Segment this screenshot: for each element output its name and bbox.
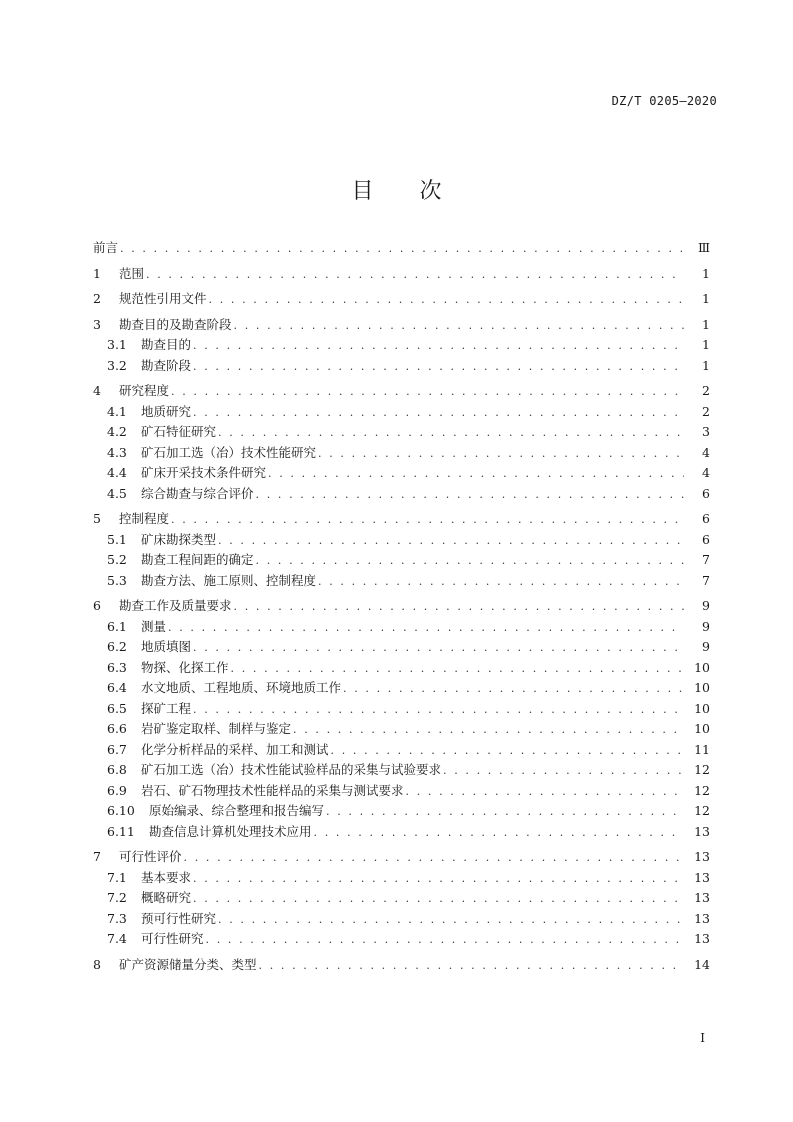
dot-leader <box>146 265 684 286</box>
toc-entry-page: 12 <box>694 803 710 818</box>
toc-entry-label: 矿床开采技术条件研究 <box>141 465 267 480</box>
toc-entry-number: 4 <box>93 383 101 398</box>
toc-entry-page: 10 <box>694 700 710 716</box>
toc-entry-label: 范围 <box>119 265 145 281</box>
dot-leader <box>171 382 684 403</box>
dot-leader <box>234 316 684 337</box>
toc-entry-number: 6.7 <box>107 741 127 757</box>
toc-entry-label: 前言 <box>93 240 119 255</box>
dot-leader <box>193 889 684 910</box>
dot-leader <box>406 782 684 803</box>
dot-leader <box>209 290 684 311</box>
toc-entry-label: 矿石加工选（冶）技术性能试验样品的采集与试验要求 <box>141 762 442 777</box>
toc-entry-page: 7 <box>702 572 710 588</box>
toc-entry-number: 6.11 <box>107 823 135 839</box>
toc-entry-number: 6.2 <box>107 639 127 654</box>
toc-entry-number: 3.1 <box>107 337 127 352</box>
toc-entry-page: 9 <box>702 618 710 634</box>
toc-entry-label: 预可行性研究 <box>141 910 217 926</box>
toc-entry-page: 3 <box>702 424 710 439</box>
toc-entry-page: 6 <box>702 531 710 547</box>
dot-leader <box>184 848 684 869</box>
toc-entry-number: 5.2 <box>107 552 127 567</box>
dot-leader <box>443 761 684 782</box>
toc-entry[interactable] <box>93 596 710 617</box>
dot-leader <box>231 659 684 680</box>
toc-entry-page: 4 <box>702 465 710 480</box>
toc-entry[interactable] <box>93 238 710 259</box>
toc-entry-number: 3.2 <box>107 357 127 373</box>
toc-entry-label: 岩矿鉴定取样、制样与鉴定 <box>141 721 292 736</box>
toc-entry[interactable] <box>93 264 710 285</box>
toc-entry-label: 探矿工程 <box>141 700 192 716</box>
page-number: I <box>700 1031 705 1045</box>
toc-entry-number: 8 <box>93 956 101 972</box>
toc-entry[interactable] <box>93 509 710 530</box>
toc-entry-label: 综合勘查与综合评价 <box>141 485 254 501</box>
dot-leader <box>168 618 684 639</box>
toc-entry-page: 6 <box>702 511 710 526</box>
toc-entry-page: 13 <box>694 849 710 864</box>
toc-entry-page: 10 <box>694 659 710 675</box>
toc-entry-number: 6.6 <box>107 721 127 736</box>
toc-entry-label: 水文地质、工程地质、环境地质工作 <box>141 680 342 695</box>
toc-entry-page: 2 <box>702 383 710 398</box>
dot-leader <box>206 930 684 951</box>
toc-entry-page: 14 <box>694 956 710 972</box>
toc-entry[interactable] <box>93 422 710 443</box>
toc-entry-label: 基本要求 <box>141 869 192 885</box>
toc-entry[interactable] <box>93 822 710 843</box>
toc-entry-page: 9 <box>702 598 710 613</box>
dot-leader <box>193 638 684 659</box>
toc-entry-label: 勘查方法、施工原则、控制程度 <box>141 572 317 588</box>
toc-entry-page: 12 <box>694 782 710 798</box>
toc-entry-number: 7.2 <box>107 890 127 905</box>
toc-entry-label: 地质研究 <box>141 403 192 419</box>
toc-entry-number: 6.4 <box>107 680 127 695</box>
dot-leader <box>268 464 684 485</box>
toc-entry-page: 1 <box>702 265 710 281</box>
toc-entry-number: 7.4 <box>107 931 127 946</box>
dot-leader <box>171 510 684 531</box>
toc-entry[interactable] <box>93 617 710 638</box>
toc-entry-label: 概略研究 <box>141 890 192 905</box>
toc-entry-page: 9 <box>702 639 710 654</box>
toc-entry-label: 地质填图 <box>141 639 192 654</box>
toc-entry[interactable] <box>93 781 710 802</box>
document-code: DZ/T 0205—2020 <box>611 94 717 108</box>
toc-entry-page: 12 <box>694 762 710 777</box>
toc-entry[interactable] <box>93 356 710 377</box>
toc-entry-page: 1 <box>702 357 710 373</box>
toc-entry[interactable] <box>93 381 710 402</box>
toc-entry-label: 可行性研究 <box>141 931 204 946</box>
toc-entry-label: 勘查工作及质量要求 <box>119 598 232 613</box>
dot-leader <box>293 720 684 741</box>
toc-entry-label: 原始编录、综合整理和报告编写 <box>149 803 325 818</box>
toc-entry[interactable] <box>93 678 710 699</box>
toc-entry-number: 4.3 <box>107 444 127 460</box>
toc-entry-page: 13 <box>694 823 710 839</box>
toc-entry-number: 6 <box>93 598 101 613</box>
toc-entry-label: 矿石特征研究 <box>141 424 217 439</box>
toc-entry-number: 7.1 <box>107 869 127 885</box>
toc-entry[interactable] <box>93 801 710 822</box>
dot-leader <box>326 802 684 823</box>
table-of-contents <box>93 238 710 975</box>
toc-entry[interactable] <box>93 335 710 356</box>
dot-leader <box>120 239 684 260</box>
dot-leader <box>318 572 684 593</box>
dot-leader <box>256 551 684 572</box>
toc-entry-label: 测量 <box>141 618 167 634</box>
toc-entry-page: 6 <box>702 485 710 501</box>
title-char-2: 次 <box>419 179 442 204</box>
toc-entry-number: 3 <box>93 316 101 332</box>
toc-entry-number: 4.4 <box>107 465 127 480</box>
toc-entry-label: 矿产资源储量分类、类型 <box>119 956 257 972</box>
toc-entry-label: 勘查阶段 <box>141 357 192 373</box>
toc-entry-number: 7.3 <box>107 910 127 926</box>
page-title <box>0 174 793 205</box>
toc-entry-page: 13 <box>694 931 710 946</box>
dot-leader <box>193 869 684 890</box>
toc-entry[interactable] <box>93 719 710 740</box>
dot-leader <box>343 679 684 700</box>
toc-entry-number: 6.9 <box>107 782 127 798</box>
toc-entry-number: 5 <box>93 511 101 526</box>
toc-entry[interactable] <box>93 571 710 592</box>
dot-leader <box>193 357 684 378</box>
toc-entry[interactable] <box>93 463 710 484</box>
toc-entry-label: 物探、化探工作 <box>141 659 229 675</box>
dot-leader <box>193 700 684 721</box>
toc-entry[interactable] <box>93 402 710 423</box>
toc-entry-page: 1 <box>702 337 710 352</box>
toc-entry-label: 化学分析样品的采样、加工和测试 <box>141 741 329 757</box>
toc-entry-label: 勘查信息计算机处理技术应用 <box>149 823 312 839</box>
toc-entry-page: 13 <box>694 910 710 926</box>
toc-entry-label: 可行性评价 <box>119 849 182 864</box>
toc-entry-number: 4.2 <box>107 424 127 439</box>
toc-entry[interactable] <box>93 760 710 781</box>
dot-leader <box>234 597 684 618</box>
toc-entry-page: 13 <box>694 869 710 885</box>
toc-entry-number: 6.5 <box>107 700 127 716</box>
toc-entry-label: 规范性引用文件 <box>119 291 207 306</box>
toc-entry[interactable] <box>93 740 710 761</box>
toc-entry-page: 10 <box>694 680 710 695</box>
dot-leader <box>193 336 684 357</box>
toc-entry-number: 6.10 <box>107 803 135 818</box>
toc-entry-number: 6.3 <box>107 659 127 675</box>
dot-leader <box>218 531 684 552</box>
toc-entry-number: 4.1 <box>107 403 127 419</box>
dot-leader <box>193 403 684 424</box>
toc-entry[interactable] <box>93 955 710 976</box>
title-char-1: 目 <box>351 179 374 204</box>
toc-entry[interactable] <box>93 315 710 336</box>
toc-entry-label: 控制程度 <box>119 511 170 526</box>
toc-entry-number: 6.8 <box>107 762 127 777</box>
toc-entry-page: 10 <box>694 721 710 736</box>
toc-entry-number: 6.1 <box>107 618 127 634</box>
dot-leader <box>314 823 684 844</box>
toc-entry-page: 11 <box>694 741 710 757</box>
dot-leader <box>218 910 684 931</box>
dot-leader <box>218 423 684 444</box>
toc-entry[interactable] <box>93 658 710 679</box>
toc-entry-label: 勘查工程间距的确定 <box>141 552 254 567</box>
toc-entry-label: 岩石、矿石物理技术性能样品的采集与测试要求 <box>141 782 404 798</box>
toc-entry[interactable] <box>93 289 710 310</box>
toc-entry[interactable] <box>93 909 710 930</box>
toc-entry-number: 4.5 <box>107 485 127 501</box>
toc-entry[interactable] <box>93 868 710 889</box>
toc-entry-page: 4 <box>702 444 710 460</box>
toc-entry-label: 矿石加工选（冶）技术性能研究 <box>141 444 317 460</box>
dot-leader <box>331 741 684 762</box>
toc-entry-number: 5.1 <box>107 531 127 547</box>
toc-entry[interactable] <box>93 550 710 571</box>
dot-leader <box>256 485 684 506</box>
toc-entry-page: 2 <box>702 403 710 419</box>
toc-entry-number: 1 <box>93 265 101 281</box>
toc-entry[interactable] <box>93 443 710 464</box>
toc-entry[interactable] <box>93 888 710 909</box>
toc-entry[interactable] <box>93 637 710 658</box>
toc-entry-label: 矿床勘探类型 <box>141 531 217 547</box>
toc-entry-number: 7 <box>93 849 101 864</box>
toc-entry-label: 勘查目的及勘查阶段 <box>119 316 232 332</box>
toc-entry-page: 7 <box>702 552 710 567</box>
toc-entry-number: 2 <box>93 291 101 306</box>
dot-leader <box>318 444 684 465</box>
toc-entry[interactable] <box>93 484 710 505</box>
toc-entry-page: Ⅲ <box>697 240 710 255</box>
toc-entry[interactable] <box>93 530 710 551</box>
dot-leader <box>259 956 684 977</box>
toc-entry[interactable] <box>93 847 710 868</box>
toc-entry-page: 13 <box>694 890 710 905</box>
toc-entry-page: 1 <box>702 316 710 332</box>
toc-entry[interactable] <box>93 699 710 720</box>
toc-entry-number: 5.3 <box>107 572 127 588</box>
toc-entry-label: 研究程度 <box>119 383 170 398</box>
toc-entry[interactable] <box>93 929 710 950</box>
toc-entry-page: 1 <box>702 291 710 306</box>
toc-entry-label: 勘查目的 <box>141 337 192 352</box>
